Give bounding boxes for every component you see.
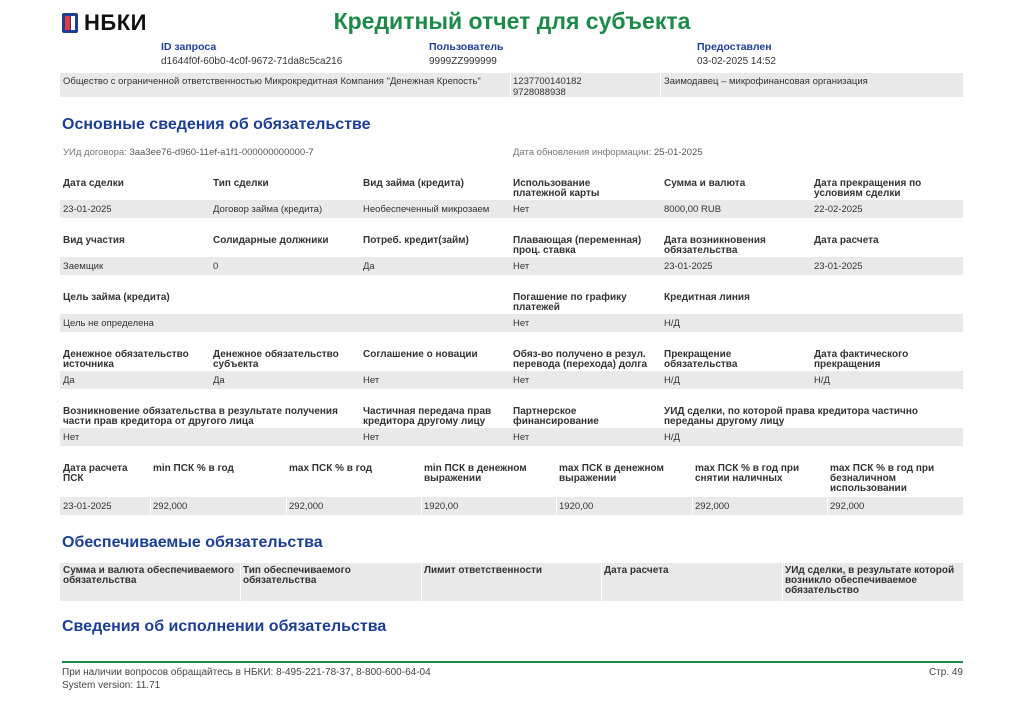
val-card-use: Нет [513, 204, 530, 215]
provided-label: Предоставлен [697, 41, 772, 53]
val-joint-debtors: 0 [213, 261, 219, 272]
hdr-deal-type: Тип сделки [213, 178, 269, 189]
val-origination-date: 23-01-2025 [664, 261, 713, 272]
hdr-floating-rate: Плавающая (переменная) проц. ставка [513, 235, 642, 256]
hdr-joint-debtors: Солидарные должники [213, 235, 329, 246]
update-date [513, 147, 703, 158]
hdr-termination: Прекращение обязательства [664, 349, 738, 370]
contract-uid-value: 3aa3ee76-d960-11ef-a1f1-000000000000-7 [129, 147, 314, 158]
hdr-min-psk-pct: min ПСК % в год [153, 463, 234, 474]
hdr-loan-purpose: Цель займа (кредита) [63, 292, 170, 303]
val-min-psk-pct: 292,000 [153, 501, 188, 512]
val-subject-obligation: Да [213, 375, 225, 386]
val-credit-line: Н/Д [664, 318, 680, 329]
request-id-label: ID запроса [161, 41, 217, 53]
val-consumer-loan: Да [363, 261, 375, 272]
footer-divider [62, 661, 963, 663]
hdr-credit-line: Кредитная линия [664, 292, 750, 303]
hdr-psk-calc-date: Дата расчета ПСК [63, 463, 128, 484]
row6-values-bar [60, 497, 963, 515]
report-title: Кредитный отчет для субъекта [333, 8, 691, 34]
logo-text: НБКИ [84, 10, 147, 35]
hdr-liability-limit: Лимит ответственности [424, 565, 543, 576]
val-source-obligation: Да [63, 375, 75, 386]
val-max-psk-cash: 292,000 [695, 501, 730, 512]
val-schedule-repayment: Нет [513, 318, 530, 329]
creditor-name: Общество с ограниченной ответственностью Микрокредитная Компания "Денежная Крепость" [63, 76, 481, 87]
hdr-deal-date: Дата сделки [63, 178, 124, 189]
page-number: Стр. 49 [928, 667, 963, 678]
row5-values-bar [60, 428, 963, 446]
footer-version: System version: 11.71 [62, 680, 161, 691]
hdr-max-psk-cash: max ПСК % в год при снятии наличных [695, 463, 800, 484]
hdr-participation: Вид участия [63, 235, 125, 246]
hdr-loan-kind: Вид займа (кредита) [363, 178, 464, 189]
hdr-secured-type: Тип обеспечиваемого обязательства [243, 565, 351, 586]
hdr-schedule-repayment: Погашение по графику платежей [513, 292, 627, 313]
update-date-value: 25-01-2025 [654, 147, 703, 158]
section-performance-title: Сведения об исполнении обязательства [62, 618, 387, 635]
hdr-origination-date: Дата возникновения обязательства [664, 235, 766, 256]
creditor-code-2: 9728088938 [513, 87, 566, 98]
footer-contact: При наличии вопросов обращайтесь в НБКИ: 8-495-221-78-37, 8-800-600-64-04 [62, 667, 431, 678]
section-secured-obligations-title: Обеспечиваемые обязательства [62, 534, 323, 551]
hdr-end-date: Дата прекращения по условиям сделки [814, 178, 922, 199]
user-value: 9999ZZ999999 [429, 56, 497, 67]
contract-uid-label: УИд договора: [63, 147, 127, 158]
user-label: Пользователь [429, 41, 504, 53]
row3-values-bar [60, 314, 963, 332]
hdr-amount: Сумма и валюта [664, 178, 746, 189]
val-actual-end-date: Н/Д [814, 375, 830, 386]
val-min-psk-money: 1920,00 [424, 501, 459, 512]
val-deal-type: Договор займа (кредита) [213, 204, 323, 215]
update-date-label: Дата обновления информации: [513, 147, 652, 158]
val-loan-purpose: Цель не определена [63, 318, 154, 329]
hdr-card-use: Использование платежной карты [513, 178, 600, 199]
val-debt-transfer: Нет [513, 375, 530, 386]
hdr-actual-end-date: Дата фактического прекращения [814, 349, 909, 370]
hdr-debt-transfer: Обяз-во получено в резул. перевода (перехода) долга [513, 349, 648, 370]
hdr-partial-rights-transfer: Частичная передача прав кредитора другому лицу [363, 406, 492, 427]
hdr-transferred-deal-uid: УИД сделки, по которой права кредитора частично переданы другому лицу [664, 406, 919, 427]
val-partial-rights-received: Нет [63, 432, 80, 443]
val-participation: Заемщик [63, 261, 104, 272]
val-partner-financing: Нет [513, 432, 530, 443]
val-max-psk-cashless: 292,000 [830, 501, 865, 512]
val-novation: Нет [363, 375, 380, 386]
val-amount: 8000,00 RUB [664, 204, 722, 215]
hdr-max-psk-cashless: max ПСК % в год при безналичном использовании [830, 463, 935, 494]
val-floating-rate: Нет [513, 261, 530, 272]
hdr-max-psk-money: max ПСК в денежном выражении [559, 463, 664, 484]
hdr-secured-amount: Сумма и валюта обеспечиваемого обязательства [63, 565, 235, 586]
hdr-source-obligation: Денежное обязательство источника [63, 349, 189, 370]
hdr-secured-deal-uid: УИд сделки, в результате которой возникло обеспечиваемое обязательство [785, 565, 955, 596]
creditor-code-1: 1237700140182 [513, 76, 582, 87]
val-end-date: 22-02-2025 [814, 204, 863, 215]
hdr-max-psk-pct: max ПСК % в год [289, 463, 373, 474]
hdr-subject-obligation: Денежное обязательство субъекта [213, 349, 339, 370]
hdr-calc-date: Дата расчета [814, 235, 879, 246]
val-calc-date: 23-01-2025 [814, 261, 863, 272]
section-main-info-title: Основные сведения об обязательстве [62, 116, 371, 133]
val-transferred-deal-uid: Н/Д [664, 432, 680, 443]
contract-uid [63, 147, 314, 158]
hdr-partner-financing: Партнерское финансирование [513, 406, 599, 427]
request-id-value: d1644f0f-60b0-4c0f-9672-71da8c5ca216 [161, 56, 343, 67]
val-termination: Н/Д [664, 375, 680, 386]
hdr-novation: Соглашение о новации [363, 349, 478, 360]
hdr-min-psk-money: min ПСК в денежном выражении [424, 463, 527, 484]
provided-value: 03-02-2025 14:52 [697, 56, 776, 67]
hdr-consumer-loan: Потреб. кредит(займ) [363, 235, 469, 246]
hdr-secured-calc-date: Дата расчета [604, 565, 669, 576]
creditor-type: Заимодавец – микрофинансовая организация [664, 76, 868, 87]
val-loan-kind: Необеспеченный микрозаем [363, 204, 490, 215]
val-partial-rights-transfer: Нет [363, 432, 380, 443]
val-max-psk-money: 1920,00 [559, 501, 594, 512]
val-max-psk-pct: 292,000 [289, 501, 324, 512]
val-psk-calc-date: 23-01-2025 [63, 501, 112, 512]
val-deal-date: 23-01-2025 [63, 204, 112, 215]
hdr-partial-rights-received: Возникновение обязательства в результате получения части прав кредитора от другого лица [63, 406, 338, 427]
